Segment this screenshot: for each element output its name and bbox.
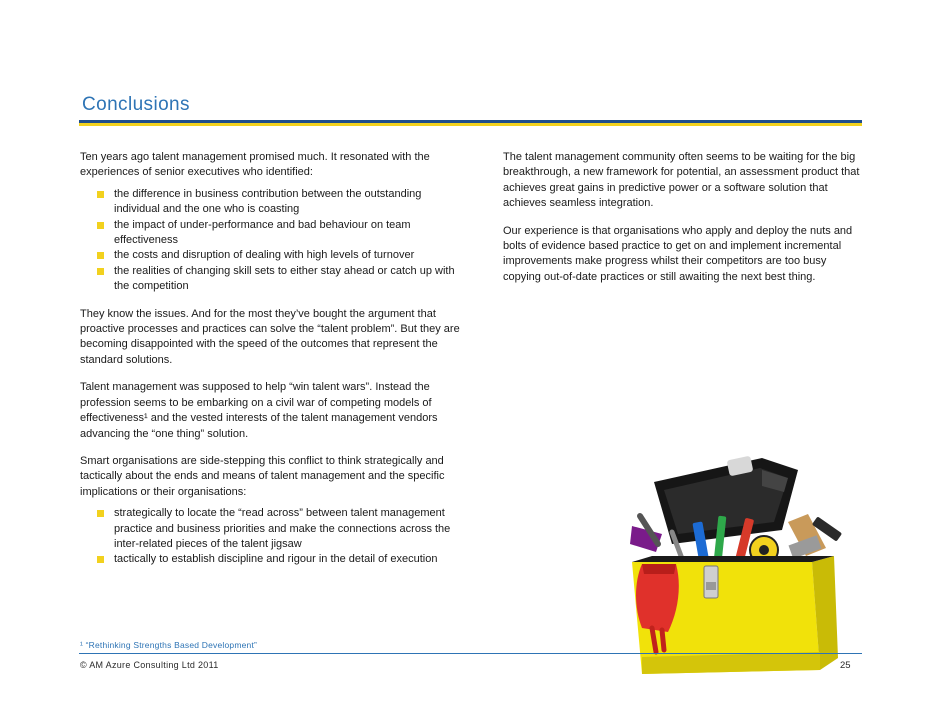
list-item-text: strategically to locate the “read across” between talent management practice and business priorities and make the connections across the inter-related pieces of the talent jigsaw [114, 507, 451, 550]
square-bullet-icon [97, 191, 104, 198]
issues-list [80, 187, 460, 295]
copyright-text: © AM Azure Consulting Ltd 2011 [80, 660, 219, 670]
list-item [80, 506, 460, 552]
list-item [80, 248, 460, 263]
left-column [80, 150, 460, 580]
list-item [80, 218, 460, 249]
toolbox-image [612, 452, 862, 677]
paragraph-issues: They know the issues. And for the most they’ve bought the argument that proactive processes and practices can solve the “talent problem”. But they are becoming disappointed with the speed of the outcomes that represent the standard solutions. [80, 307, 460, 366]
list-item [80, 187, 460, 218]
list-item-text: tactically to establish discipline and rigour in the detail of execution [114, 553, 438, 566]
square-bullet-icon [97, 510, 104, 517]
list-item-text: the costs and disruption of dealing with high levels of turnover [114, 249, 415, 262]
paragraph-breakthrough: The talent management community often seems to be waiting for the big breakthrough, a new framework for potential, an assessment product that achieves great gains in predictive power or a software solution that achieves seamless integration. [503, 151, 860, 210]
square-bullet-icon [97, 556, 104, 563]
paragraph-smart-organisations: Smart organisations are side-stepping this conflict to think strategically and tactically about the ends and means of talent management and the specific implications or their organisations: [80, 454, 445, 498]
page-title: Conclusions [82, 94, 190, 115]
list-item-text: the impact of under-performance and bad behaviour on team effectiveness [114, 218, 411, 247]
paragraph-experience: Our experience is that organisations who apply and deploy the nuts and bolts of evidence based practice to get on and implement incremental improvements make progress whilst their competitors are too busy copying out-of-date practices or still awaiting the next best thing. [503, 224, 853, 283]
list-item-text: the difference in business contribution between the outstanding individual and the one who is coasting [114, 187, 422, 216]
square-bullet-icon [97, 268, 104, 275]
approach-list [80, 506, 460, 568]
square-bullet-icon [97, 222, 104, 229]
list-item [80, 264, 460, 295]
list-item-text: the realities of changing skill sets to either stay ahead or catch up with the competition [114, 264, 455, 293]
square-bullet-icon [97, 252, 104, 259]
title-rule-yellow [79, 123, 862, 126]
right-column [503, 150, 863, 297]
intro-paragraph: Ten years ago talent management promised much. It resonated with the experiences of senior executives who identified: [80, 151, 430, 179]
footer-rule [79, 653, 862, 654]
list-item [80, 552, 460, 567]
page-number: 25 [840, 660, 851, 671]
paragraph-talent-wars: Talent management was supposed to help “win talent wars”. Instead the profession seems to be embarking on a civil war of competing models of effectiveness¹ and the vested interests of the talent management vendors advancing the “one thing” solution. [80, 381, 438, 440]
footnote: ¹ “Rethinking Strengths Based Development” [80, 640, 258, 650]
